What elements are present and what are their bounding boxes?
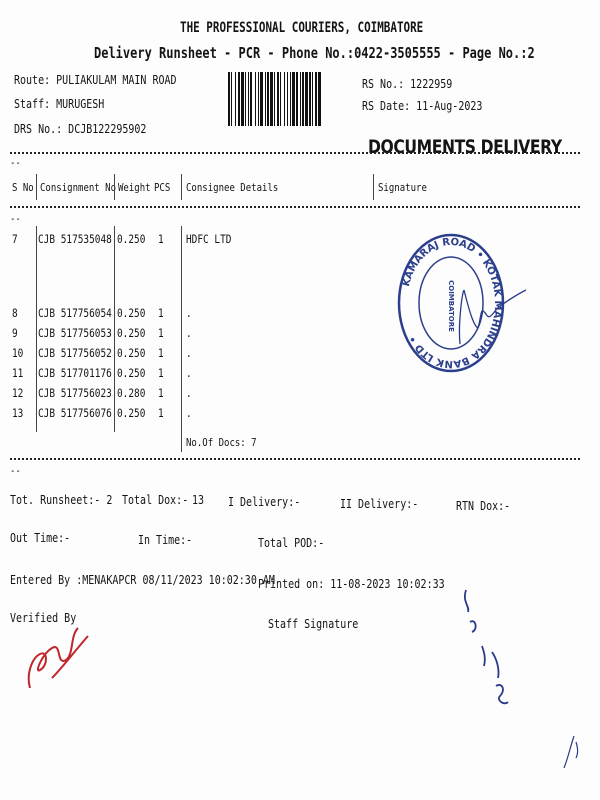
runsheet-subtitle: Delivery Runsheet - PCR - Phone No.:0422-3505555 - Page No.:2: [94, 44, 535, 62]
col-divider: [36, 174, 37, 200]
route-text: Route: PULIAKULAM MAIN ROAD: [14, 72, 177, 87]
i-delivery: I Delivery:-: [228, 494, 301, 509]
col-consignment: Consignment No: [40, 181, 117, 194]
staff-text: Staff: MURUGESH: [14, 96, 105, 111]
stray-pen-mark: [556, 732, 586, 772]
col-divider: [181, 174, 182, 200]
row-consignment-no: CJB 517535048: [38, 232, 112, 246]
row-consignee-details: HDFC LTD: [186, 232, 232, 246]
barcode-image: [228, 72, 350, 126]
col-divider: [36, 226, 37, 432]
row-consignee-details: .: [186, 386, 192, 400]
row-consignee-details: .: [186, 346, 192, 360]
row-sno: 11: [12, 366, 24, 380]
docs-count: No.Of Docs: 7: [186, 436, 257, 449]
row-sno: 13: [12, 406, 24, 420]
row-sno: 12: [12, 386, 24, 400]
col-divider: [114, 174, 115, 200]
stamp-center-text: COIMBATORE: [447, 280, 455, 332]
documents-delivery-stamp: DOCUMENTS DELIVERY: [368, 136, 562, 158]
entered-by: Entered By :MENAKAPCR 08/11/2023 10:02:30 AM: [10, 572, 275, 587]
row-pcs: 1: [158, 366, 164, 380]
separator-top: [10, 152, 580, 154]
verified-signature: [22, 618, 92, 690]
total-dox-value: 13: [192, 492, 205, 507]
col-divider: [181, 226, 182, 452]
separator-header: [10, 206, 580, 208]
separator-bottom: [10, 458, 580, 460]
receiver-signature: [440, 284, 530, 354]
ii-delivery: II Delivery:-: [340, 496, 419, 511]
row-consignee-details: .: [186, 306, 192, 320]
row-consignee-details: .: [186, 366, 192, 380]
row-consignment-no: CJB 517756076: [38, 406, 112, 420]
rs-date: RS Date: 11-Aug-2023: [362, 98, 483, 113]
row-pcs: 1: [158, 386, 164, 400]
row-pcs: 1: [158, 326, 164, 340]
printed-on: Printed on: 11-08-2023 10:02:33: [258, 576, 445, 591]
total-dox-label: Total Dox:-: [122, 492, 189, 507]
row-consignment-no: CJB 517756023: [38, 386, 112, 400]
row-consignee-details: .: [186, 326, 192, 340]
handwritten-date-note: [456, 582, 526, 712]
col-divider: [373, 174, 374, 200]
out-time: Out Time:-: [10, 530, 71, 545]
rtn-dox: RTN Dox:-: [456, 498, 511, 513]
company-title: THE PROFESSIONAL COURIERS, COIMBATORE: [180, 20, 424, 36]
separator-dash-3: --: [10, 464, 21, 477]
row-sno: 10: [12, 346, 24, 360]
row-pcs: 1: [158, 346, 164, 360]
row-consignment-no: CJB 517756052: [38, 346, 112, 360]
row-pcs: 1: [158, 232, 164, 246]
row-consignment-no: CJB 517756054: [38, 306, 112, 320]
row-sno: 8: [12, 306, 18, 320]
row-consignment-no: CJB 517701176: [38, 366, 112, 380]
total-pod: Total POD:-: [258, 535, 325, 550]
row-weight: 0.250: [117, 232, 146, 246]
col-pcs: PCS: [154, 181, 171, 194]
col-divider: [114, 226, 115, 432]
col-consignee: Consignee Details: [186, 181, 279, 194]
row-weight: 0.250: [117, 326, 146, 340]
total-runsheet: Tot. Runsheet:- 2: [10, 492, 113, 507]
stamp-ring-text: KAMARAJ ROAD • KOTAK MAHINDRA BANK LTD •: [400, 236, 504, 370]
row-pcs: 1: [158, 306, 164, 320]
separator-dash: --: [10, 156, 21, 169]
col-weight: Weight: [118, 181, 151, 194]
row-pcs: 1: [158, 406, 164, 420]
row-sno: 9: [12, 326, 18, 340]
verified-by-label: Verified By: [10, 610, 77, 625]
drs-number: DRS No.: DCJB122295902: [14, 121, 147, 136]
row-sno: 7: [12, 232, 18, 246]
row-consignee-details: .: [186, 406, 192, 420]
row-weight: 0.250: [117, 346, 146, 360]
row-consignment-no: CJB 517756053: [38, 326, 112, 340]
in-time: In Time:-: [138, 532, 193, 547]
col-sno: S No: [12, 181, 34, 194]
rs-number: RS No.: 1222959: [362, 76, 453, 91]
col-signature: Signature: [378, 181, 427, 194]
row-weight: 0.280: [117, 386, 146, 400]
row-weight: 0.250: [117, 306, 146, 320]
row-weight: 0.250: [117, 406, 146, 420]
separator-dash-2: --: [10, 212, 21, 225]
row-weight: 0.250: [117, 366, 146, 380]
staff-signature-label: Staff Signature: [268, 616, 359, 631]
